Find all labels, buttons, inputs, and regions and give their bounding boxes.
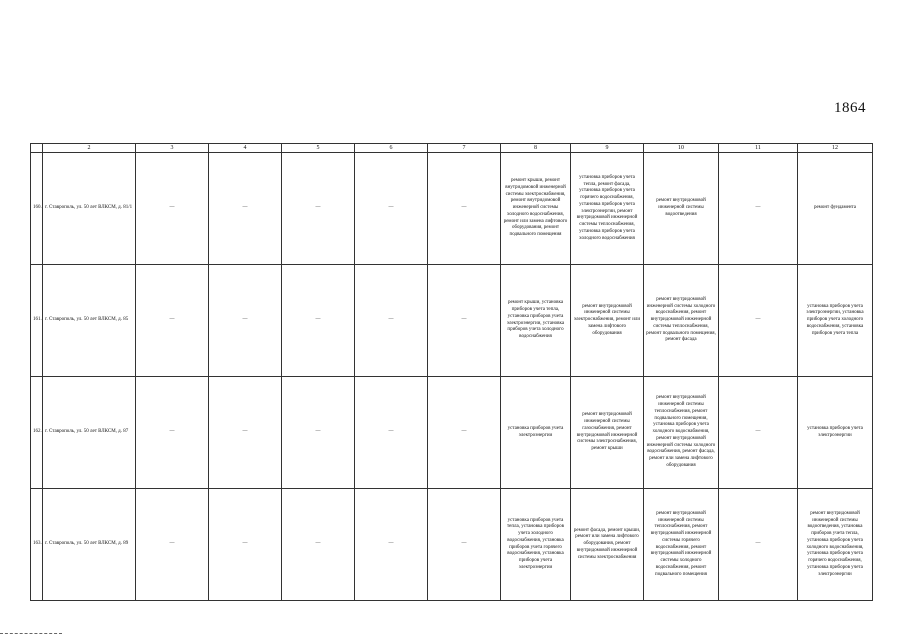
col-header-2: 2 (43, 144, 136, 153)
cell-col9: ремонт внутридомовой инженерной системы газоснабжения, ремонт внутридомовой инженерной системы электроснабжения, ремонт крыши (571, 377, 644, 489)
cell-col4: — (209, 153, 282, 265)
cell-col7: — (428, 489, 501, 601)
footer-rule (0, 633, 62, 634)
col-header-11: 11 (719, 144, 798, 153)
col-header-5: 5 (282, 144, 355, 153)
cell-col7: — (428, 153, 501, 265)
cell-col11: — (719, 489, 798, 601)
col-header-1 (31, 144, 43, 153)
row-address: г. Ставрополь, ул. 50 лет ВЛКСМ, д. 89 (43, 489, 136, 601)
cell-col5: — (282, 153, 355, 265)
cell-col3: — (136, 489, 209, 601)
col-header-9: 9 (571, 144, 644, 153)
cell-col8: ремонт крыши, установка приборов учета тепла, установка приборов учета электроэнергии, установка приборов учета холодного водоснабжения (501, 265, 571, 377)
cell-col12: ремонт фундамента (798, 153, 873, 265)
page-number: 1864 (834, 100, 866, 116)
cell-col6: — (355, 153, 428, 265)
repair-schedule-table (30, 143, 873, 601)
cell-col5: — (282, 265, 355, 377)
col-header-4: 4 (209, 144, 282, 153)
cell-col5: — (282, 377, 355, 489)
row-number: 161. (31, 265, 43, 377)
cell-col12: установка приборов учета электроэнергии (798, 377, 873, 489)
row-address: г. Ставрополь, ул. 50 лет ВЛКСМ, д. 81/1 (43, 153, 136, 265)
cell-col4: — (209, 377, 282, 489)
cell-col4: — (209, 489, 282, 601)
cell-col12: ремонт внутридомовой инженерной системы водоотведения, установка приборов учета тепла, установка приборов учета холодного водоснабжения, установка приборов учета горячего водоснабжения, установка приборов учета электроэнергии (798, 489, 873, 601)
row-address: г. Ставрополь, ул. 50 лет ВЛКСМ, д. 87 (43, 377, 136, 489)
cell-col9: установка приборов учета тепла, ремонт фасада, установка приборов учета горячего водоснабжения, установка приборов учета электроэнергии, ремонт внутридомовой инженерной системы теплоснабжения, установка приборов учета холодного водоснабжения (571, 153, 644, 265)
col-header-7: 7 (428, 144, 501, 153)
table-row (31, 489, 873, 601)
cell-col10: ремонт внутридомовой инженерной системы холодного водоснабжения, ремонт внутридомовой инженерной системы теплоснабжения, ремонт подвального помещения, ремонт фасада (644, 265, 719, 377)
cell-col3: — (136, 153, 209, 265)
cell-col9: ремонт внутридомовой инженерной системы электроснабжения, ремонт или замена лифтового оборудования (571, 265, 644, 377)
row-number: 163. (31, 489, 43, 601)
table-row (31, 265, 873, 377)
row-number: 160. (31, 153, 43, 265)
cell-col3: — (136, 265, 209, 377)
cell-col10: ремонт внутридомовой инженерной системы теплоснабжения, ремонт подвального помещения, установка приборов учета холодного водоснабжения, ремонт внутридомовой инженерной системы холодного водоснабжения, ремонт фасада, ремонт или замена лифтового оборудования (644, 377, 719, 489)
table-row (31, 377, 873, 489)
cell-col7: — (428, 377, 501, 489)
cell-col9: ремонт фасада, ремонт крыши, ремонт или замена лифтового оборудования, ремонт внутридомовой инженерной системы электроснабжения (571, 489, 644, 601)
row-address: г. Ставрополь, ул. 50 лет ВЛКСМ, д. 85 (43, 265, 136, 377)
cell-col8: ремонт крыши, ремонт внутридомовой инженерной системы электроснабжения, ремонт внутридомовой инженерной системы холодного водоснабжения, ремонт или замена лифтового оборудования, ремонт подвального помещения (501, 153, 571, 265)
cell-col10: ремонт внутридомовой инженерной системы теплоснабжения, ремонт внутридомовой инженерной системы горячего водоснабжения, ремонт внутридомовой инженерной системы холодного водоснабжения, ремонт подвального помещения (644, 489, 719, 601)
cell-col6: — (355, 265, 428, 377)
col-header-3: 3 (136, 144, 209, 153)
cell-col8: установка приборов учета тепла, установка приборов учета холодного водоснабжения, установка приборов учета горячего водоснабжения, установка приборов учета электроэнергии (501, 489, 571, 601)
row-number: 162. (31, 377, 43, 489)
column-number-row (31, 144, 873, 153)
cell-col11: — (719, 153, 798, 265)
cell-col5: — (282, 489, 355, 601)
table-row (31, 153, 873, 265)
cell-col11: — (719, 377, 798, 489)
cell-col11: — (719, 265, 798, 377)
cell-col8: установка приборов учета электроэнергии (501, 377, 571, 489)
cell-col12: установка приборов учета электроэнергии, установка приборов учета холодного водоснабжения, установка приборов учета тепла (798, 265, 873, 377)
col-header-10: 10 (644, 144, 719, 153)
cell-col6: — (355, 377, 428, 489)
col-header-12: 12 (798, 144, 873, 153)
col-header-6: 6 (355, 144, 428, 153)
cell-col6: — (355, 489, 428, 601)
cell-col10: ремонт внутридомовой инженерной системы водоотведения (644, 153, 719, 265)
cell-col4: — (209, 265, 282, 377)
cell-col7: — (428, 265, 501, 377)
col-header-8: 8 (501, 144, 571, 153)
cell-col3: — (136, 377, 209, 489)
